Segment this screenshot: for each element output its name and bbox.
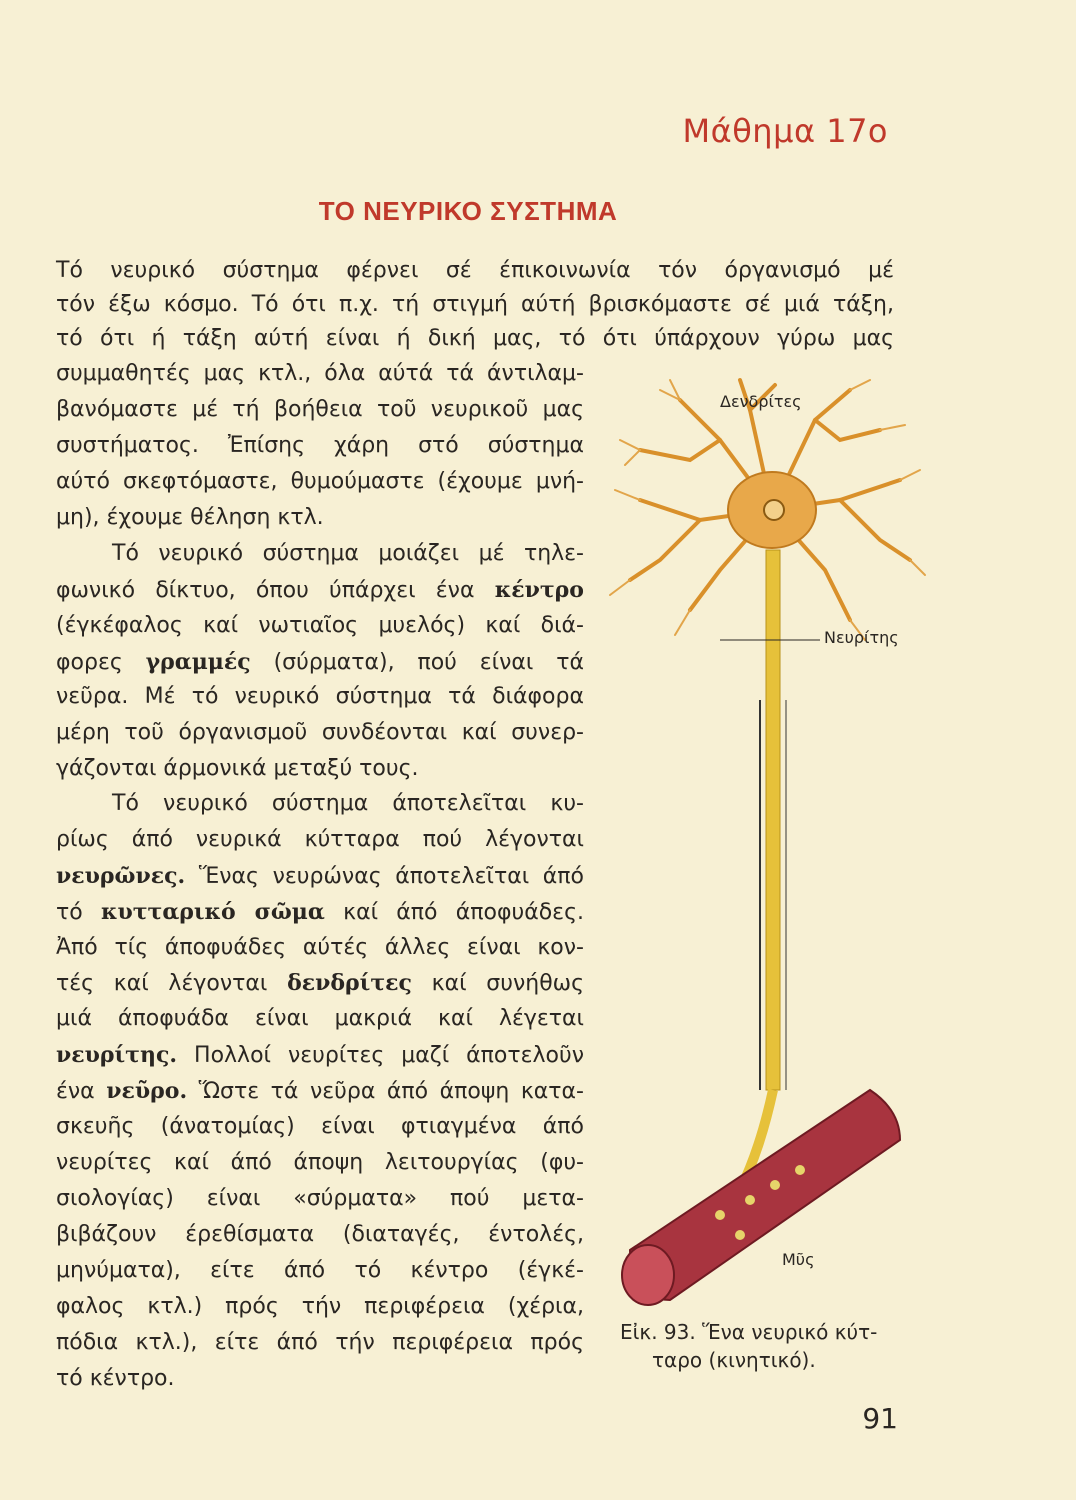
figure-caption: Εἰκ. 93. Ἕνα νευρικό κύτ- xyxy=(620,1320,878,1344)
text-line: Ἀπό τίς άποφυάδες αύτές άλλες είναι κον- xyxy=(56,935,584,960)
text-line: τό κέντρο. xyxy=(56,1366,175,1391)
text-line: βιβάζουν έρεθίσματα (διαταγές, έντολές, xyxy=(56,1222,584,1247)
muscle-label: Μῦς xyxy=(782,1250,815,1269)
text-line: μιά άποφυάδα είναι μακριά καί λέγεται xyxy=(56,1006,584,1031)
text-line: σκευῆς (άνατομίας) είναι φτιαγμένα άπό xyxy=(56,1114,584,1139)
text-line: νευρίτης. Πολλοί νευρίτες μαζί άποτελοῦν xyxy=(56,1042,585,1068)
text-line: συστήματος. Ἐπίσης χάρη στό σύστημα xyxy=(56,433,584,458)
text-line: μηνύματα), είτε άπό τό κέντρο (έγκέ- xyxy=(56,1258,584,1283)
dendrites-label: Δενδρίτες xyxy=(720,392,802,411)
text-line: βανόμαστε μέ τή βοήθεια τοῦ νευρικοῦ μας xyxy=(56,397,584,422)
neuron-drawing xyxy=(600,370,930,1320)
text-line: Τό νευρικό σύστημα φέρνει σέ έπικοινωνία τόν όργανισμό μέ xyxy=(56,258,894,283)
text-line: ρίως άπό νευρικά κύτταρα πού λέγονται xyxy=(56,827,584,852)
text-line: τό ότι ή τάξη αύτή είναι ή δική μας, τό ότι ύπάρχουν γύρω μας xyxy=(56,326,894,351)
text-line: φωνικό δίκτυο, όπου ύπάρχει ένα κέντρο xyxy=(56,577,584,603)
page-number: 91 xyxy=(862,1402,898,1435)
text-line: Τό νευρικό σύστημα άποτελεῖται κυ- xyxy=(112,791,584,816)
text-line: γάζονται άρμονικά μεταξύ τους. xyxy=(56,756,419,781)
text-line: αύτό σκεφτόμαστε, θυμούμαστε (έχουμε μνή- xyxy=(56,469,584,494)
neuron-illustration xyxy=(600,370,930,1320)
lesson-heading: Μάθημα 17ο xyxy=(682,112,888,150)
text-line: μέρη τοῦ όργανισμοῦ συνδέονται καί συνερ- xyxy=(56,720,584,745)
page-title: ΤΟ ΝΕΥΡΙΚΟ ΣΥΣΤΗΜΑ xyxy=(318,196,618,226)
text-line: πόδια κτλ.), είτε άπό τήν περιφέρεια πρός xyxy=(56,1330,584,1355)
text-line: νευρίτες καί άπό άποψη λειτουργίας (φυ- xyxy=(56,1150,584,1175)
text-line: τές καί λέγονται δενδρίτες καί συνήθως xyxy=(56,970,585,996)
figure-caption-line-2: ταρο (κινητικό). xyxy=(652,1348,816,1372)
text-line: συμμαθητές μας κτλ., όλα αύτά τά άντιλαμ- xyxy=(56,361,584,386)
text-line: νεῦρα. Μέ τό νευρικό σύστημα τά διάφορα xyxy=(56,684,584,709)
text-line: φορες γραμμές (σύρματα), πού είναι τά xyxy=(56,649,584,675)
text-line: τό κυτταρικό σῶμα καί άπό άποφυάδες. xyxy=(56,899,584,925)
neurite-label: Νευρίτης xyxy=(824,628,899,647)
text-line: (έγκέφαλος καί νωτιαῖος μυελός) καί διά- xyxy=(56,613,584,638)
text-line: ένα νεῦρο. Ὥστε τά νεῦρα άπό άποψη κατα- xyxy=(56,1078,584,1104)
text-line: νευρῶνες. Ἕνας νευρώνας άποτελεῖται άπό xyxy=(56,863,584,889)
text-line: φαλος κτλ.) πρός τήν περιφέρεια (χέρια, xyxy=(56,1294,584,1319)
text-line: μη), έχουμε θέληση κτλ. xyxy=(56,505,324,530)
text-line: σιολογίας) είναι «σύρματα» πού μετα- xyxy=(56,1186,584,1211)
text-line: Τό νευρικό σύστημα μοιάζει μέ τηλε- xyxy=(112,541,584,566)
text-line: τόν έξω κόσμο. Τό ότι π.χ. τή στιγμή αύτή βρισκόμαστε σέ μιά τάξη, xyxy=(56,292,894,317)
